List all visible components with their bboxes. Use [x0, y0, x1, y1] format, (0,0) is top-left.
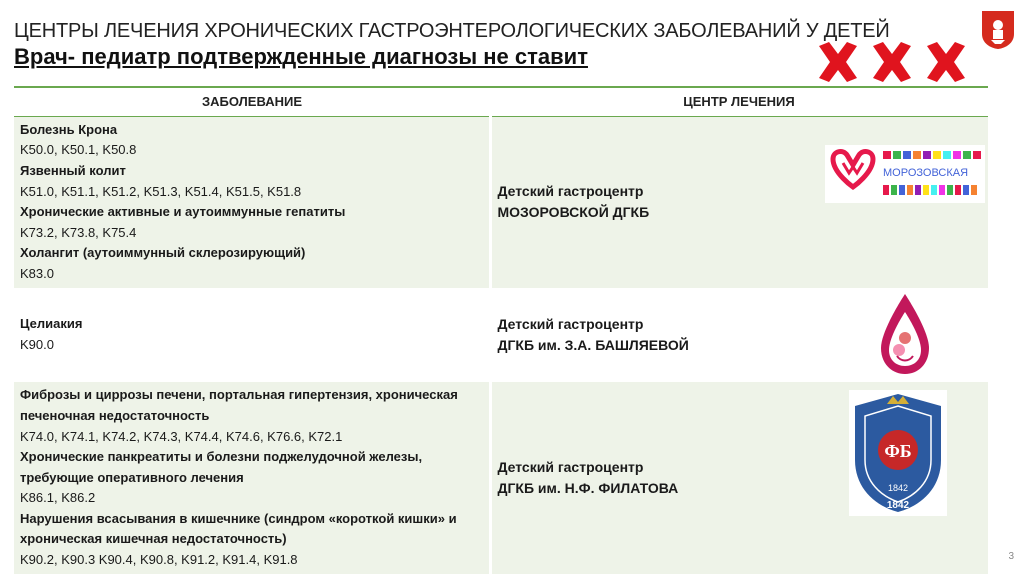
center-hospital: МОЗОРОВСКОЙ ДГКБ — [497, 204, 650, 221]
disease-name: Язвенный колит — [20, 163, 126, 179]
icd-codes: K90.0 — [20, 337, 54, 352]
logo-monogram: ФБ — [883, 441, 912, 461]
disease-name: Болезнь Крона — [20, 121, 118, 137]
disease-name: Нарушения всасывания в кишечнике (синдром «короткой кишки» и хроническая кишечная недостаточность) — [20, 510, 457, 547]
filatov-logo — [849, 390, 947, 516]
disease-name: Фиброзы и циррозы печени, портальная гипертензия, хроническая печеночная недостаточность — [20, 387, 458, 423]
icd-codes: K86.1, K86.2 — [20, 490, 96, 506]
column-header-disease: ЗАБОЛЕВАНИЕ — [14, 88, 490, 116]
icd-codes: K73.2, K73.8, K75.4 — [20, 224, 137, 240]
center-type: Детский гастроцентр — [497, 183, 644, 200]
icd-codes: K74.0, K74.1, K74.2, K74.3, K74.4, K74.6, K76.6, K72.1 — [20, 428, 343, 444]
red-cross-icon — [815, 40, 861, 84]
icd-codes: K51.0, K51.1, K51.2, K51.3, K51.4, K51.5, K51.8 — [20, 183, 302, 199]
morozovskaya-logo — [825, 145, 985, 203]
disease-name: Холангит (аутоиммунный склерозирующий) — [20, 245, 306, 261]
disease-name: Хронические активные и аутоиммунные гепатиты — [20, 204, 346, 220]
center-type: Детский гастроцентр — [497, 459, 644, 475]
table-row — [14, 382, 988, 574]
disease-name: Хронические панкреатиты и болезни поджелудочной железы, требующие оперативного лечения — [20, 449, 423, 485]
center-cell — [490, 382, 988, 574]
centers-table — [14, 88, 988, 574]
center-type: Детский гастроцентр — [497, 316, 644, 332]
center-hospital: ДГКБ им. З.А. БАШЛЯЕВОЙ — [497, 337, 689, 353]
disease-cell — [14, 288, 490, 382]
icd-codes: K83.0 — [20, 266, 54, 282]
center-cell — [490, 288, 988, 382]
column-header-center: ЦЕНТР ЛЕЧЕНИЯ — [490, 88, 988, 116]
icd-codes: K90.2, K90.3 K90.4, K90.8, K91.2, K91.4, K91.8 — [20, 552, 298, 568]
red-crosses — [815, 40, 975, 84]
bashlyaeva-logo — [877, 292, 933, 376]
moscow-emblem-icon — [981, 10, 1015, 50]
icd-codes: K50.0, K50.1, K50.8 — [20, 142, 137, 158]
center-cell — [490, 116, 988, 288]
red-cross-icon — [923, 40, 969, 84]
logo-year: 1842 — [886, 500, 909, 511]
disease-cell — [14, 116, 490, 288]
table-row — [14, 116, 988, 288]
table-row — [14, 288, 988, 382]
page-title: ЦЕНТРЫ ЛЕЧЕНИЯ ХРОНИЧЕСКИХ ГАСТРОЭНТЕРОЛОГИЧЕСКИХ ЗАБОЛЕВАНИЙ У ДЕТЕЙ — [14, 20, 890, 42]
logo-year-small: 1842 — [887, 483, 908, 493]
logo-text: МОРОЗОВСКАЯ — [882, 166, 968, 179]
page-number: 3 — [1008, 551, 1014, 562]
disease-cell — [14, 382, 490, 574]
center-hospital: ДГКБ им. Н.Ф. ФИЛАТОВА — [497, 480, 679, 496]
disease-name: Целиакия — [20, 316, 83, 332]
page-subtitle: Врач- педиатр подтвержденные диагнозы не ставит — [14, 44, 588, 69]
red-cross-icon — [869, 40, 915, 84]
